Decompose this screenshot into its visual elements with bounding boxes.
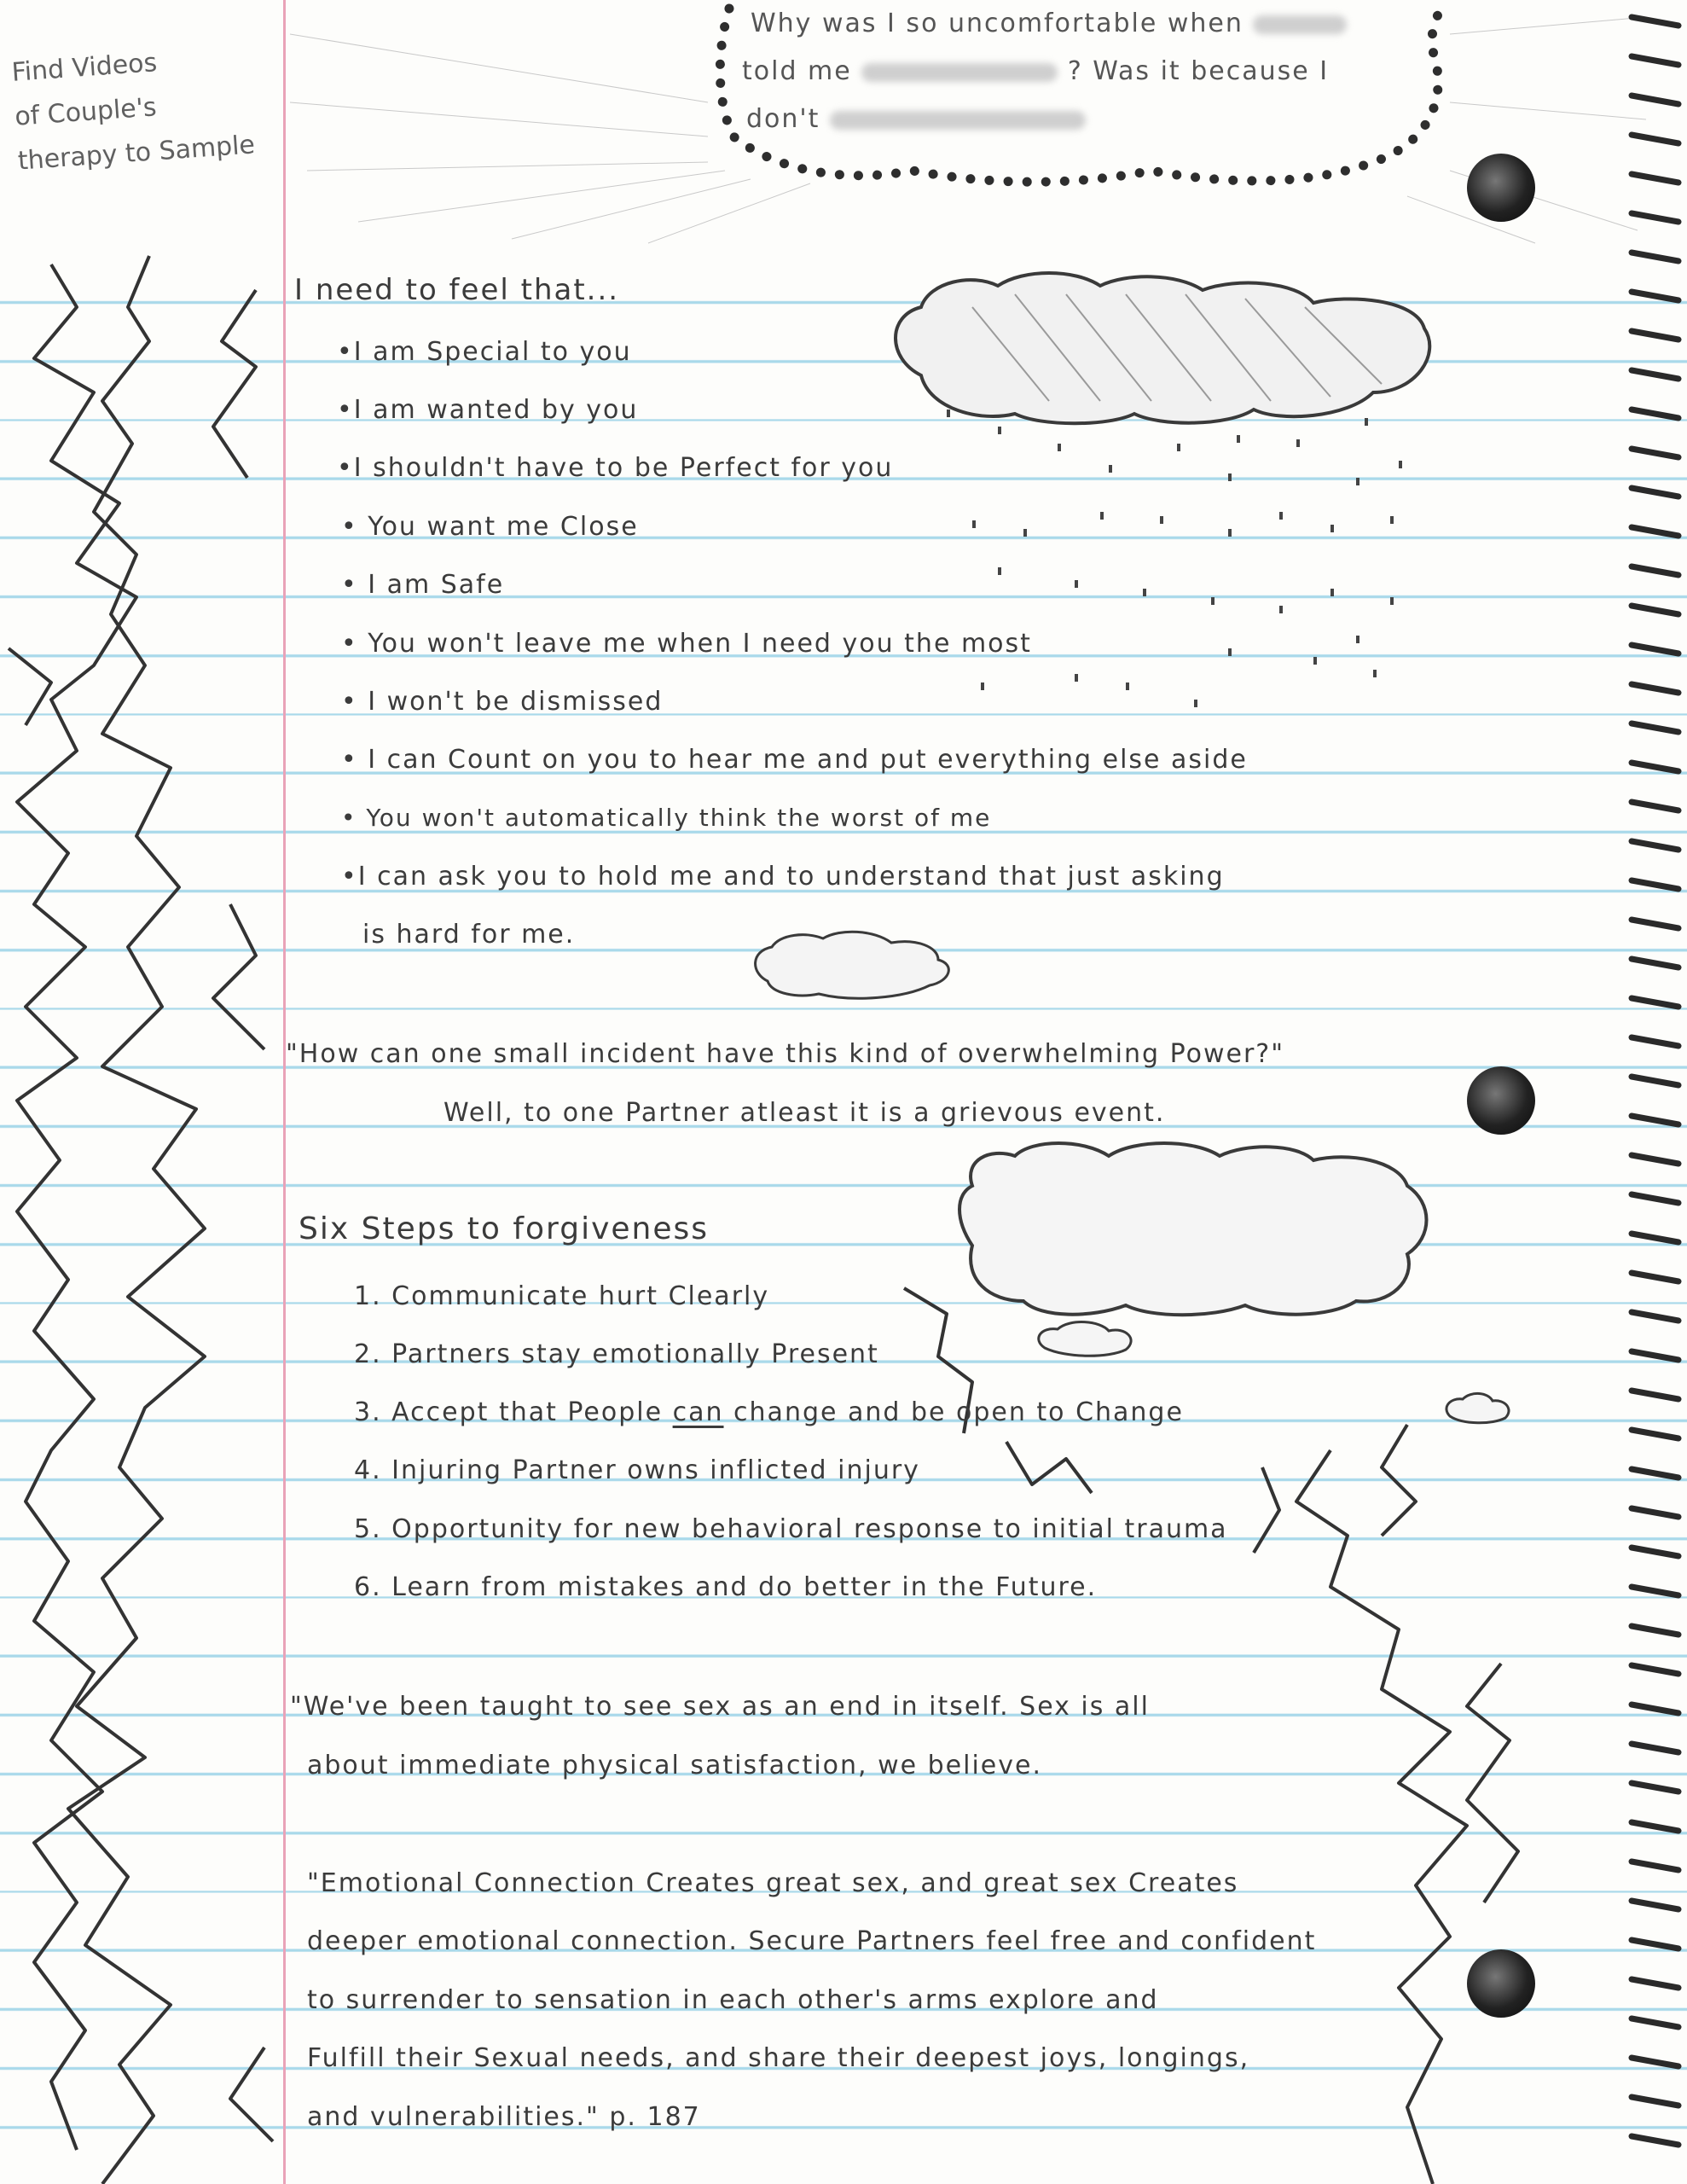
thought-text: ? Was it because I	[1067, 56, 1330, 86]
needs-item: • You won't automatically think the worst of me	[341, 804, 992, 832]
margin-note-line: Find Videos	[10, 48, 159, 88]
step-item: 2. Partners stay emotionally Present	[354, 1339, 879, 1369]
needs-item: •I am Special to you	[337, 337, 632, 367]
cloud-icon	[756, 932, 949, 998]
step-item: 4. Injuring Partner owns inflicted injury	[354, 1455, 920, 1485]
margin-note	[10, 35, 257, 184]
quote-line: deeper emotional connection. Secure Partners feel free and confident	[307, 1926, 1317, 1956]
redacted-text	[861, 63, 1058, 82]
step-emphasis: can	[672, 1397, 724, 1427]
needs-item: •I can ask you to hold me and to understand that just asking	[341, 862, 1225, 892]
quote-line: "How can one small incident have this kind of overwhelming Power?"	[286, 1039, 1284, 1069]
spiral-coils	[1619, 0, 1687, 2184]
lightning-icon	[213, 290, 256, 478]
step-item: 5. Opportunity for new behavioral response to initial trauma	[354, 1514, 1228, 1544]
punch-hole	[1467, 1949, 1535, 2018]
lightning-icon	[230, 2048, 273, 2141]
quote-line: and vulnerabilities." p. 187	[307, 2102, 701, 2132]
lightning-icon	[1467, 1664, 1518, 1902]
needs-item: • I am Safe	[341, 570, 505, 600]
thought-line-2	[742, 56, 1329, 86]
punch-hole	[1467, 1066, 1535, 1135]
lightning-icon	[213, 904, 264, 1049]
needs-item: •I am wanted by you	[337, 395, 639, 425]
lightning-icon	[1382, 1425, 1416, 1536]
step-item: 6. Learn from mistakes and do better in the Future.	[354, 1572, 1098, 1602]
thought-text: told me	[742, 56, 852, 86]
needs-item: is hard for me.	[362, 920, 576, 950]
cloud-icon	[959, 1143, 1509, 1423]
thought-text: Why was I so uncomfortable when	[751, 9, 1244, 38]
thought-text: don't	[746, 104, 820, 134]
step-text: 3. Accept that People	[354, 1397, 673, 1427]
thought-line-3	[746, 104, 1086, 134]
needs-heading: I need to feel that...	[294, 273, 620, 307]
step-text: change and be open to Change	[723, 1397, 1184, 1427]
spiral-binding-icon	[1619, 0, 1687, 2184]
quote-line: to surrender to sensation in each other's arms explore and	[307, 1985, 1159, 2015]
lightning-icon	[1296, 1450, 1467, 2184]
forgiveness-heading: Six Steps to forgiveness	[299, 1211, 710, 1246]
redacted-name	[1253, 15, 1347, 34]
punch-hole	[1467, 154, 1535, 222]
redacted-text	[830, 111, 1086, 130]
quote-line: Fulfill their Sexual needs, and share their deepest joys, longings,	[307, 2043, 1250, 2073]
quote-line: "We've been taught to see sex as an end in itself. Sex is all	[290, 1692, 1150, 1722]
margin-note-line: of Couple's	[14, 92, 158, 132]
needs-item: • You won't leave me when I need you the most	[341, 629, 1032, 659]
thought-bubble	[708, 0, 1458, 188]
quote-line: "Emotional Connection Creates great sex, and great sex Creates	[307, 1868, 1239, 1898]
step-item: 1. Communicate hurt Clearly	[354, 1281, 770, 1311]
lightning-icon	[1006, 1442, 1092, 1493]
quote-line: about immediate physical satisfaction, we believe.	[307, 1751, 1042, 1780]
thought-line-1	[751, 9, 1347, 38]
step-item	[354, 1397, 1184, 1427]
needs-item: • I won't be dismissed	[341, 687, 664, 717]
needs-item: •I shouldn't have to be Perfect for you	[337, 453, 894, 483]
needs-item: • You want me Close	[341, 512, 639, 542]
lightning-icon	[1254, 1467, 1279, 1553]
quote-line: Well, to one Partner atleast it is a grievous event.	[443, 1098, 1166, 1128]
margin-note-line: therapy to Sample	[16, 130, 257, 177]
needs-item: • I can Count on you to hear me and put everything else aside	[341, 745, 1248, 775]
lightning-icon	[9, 648, 51, 725]
